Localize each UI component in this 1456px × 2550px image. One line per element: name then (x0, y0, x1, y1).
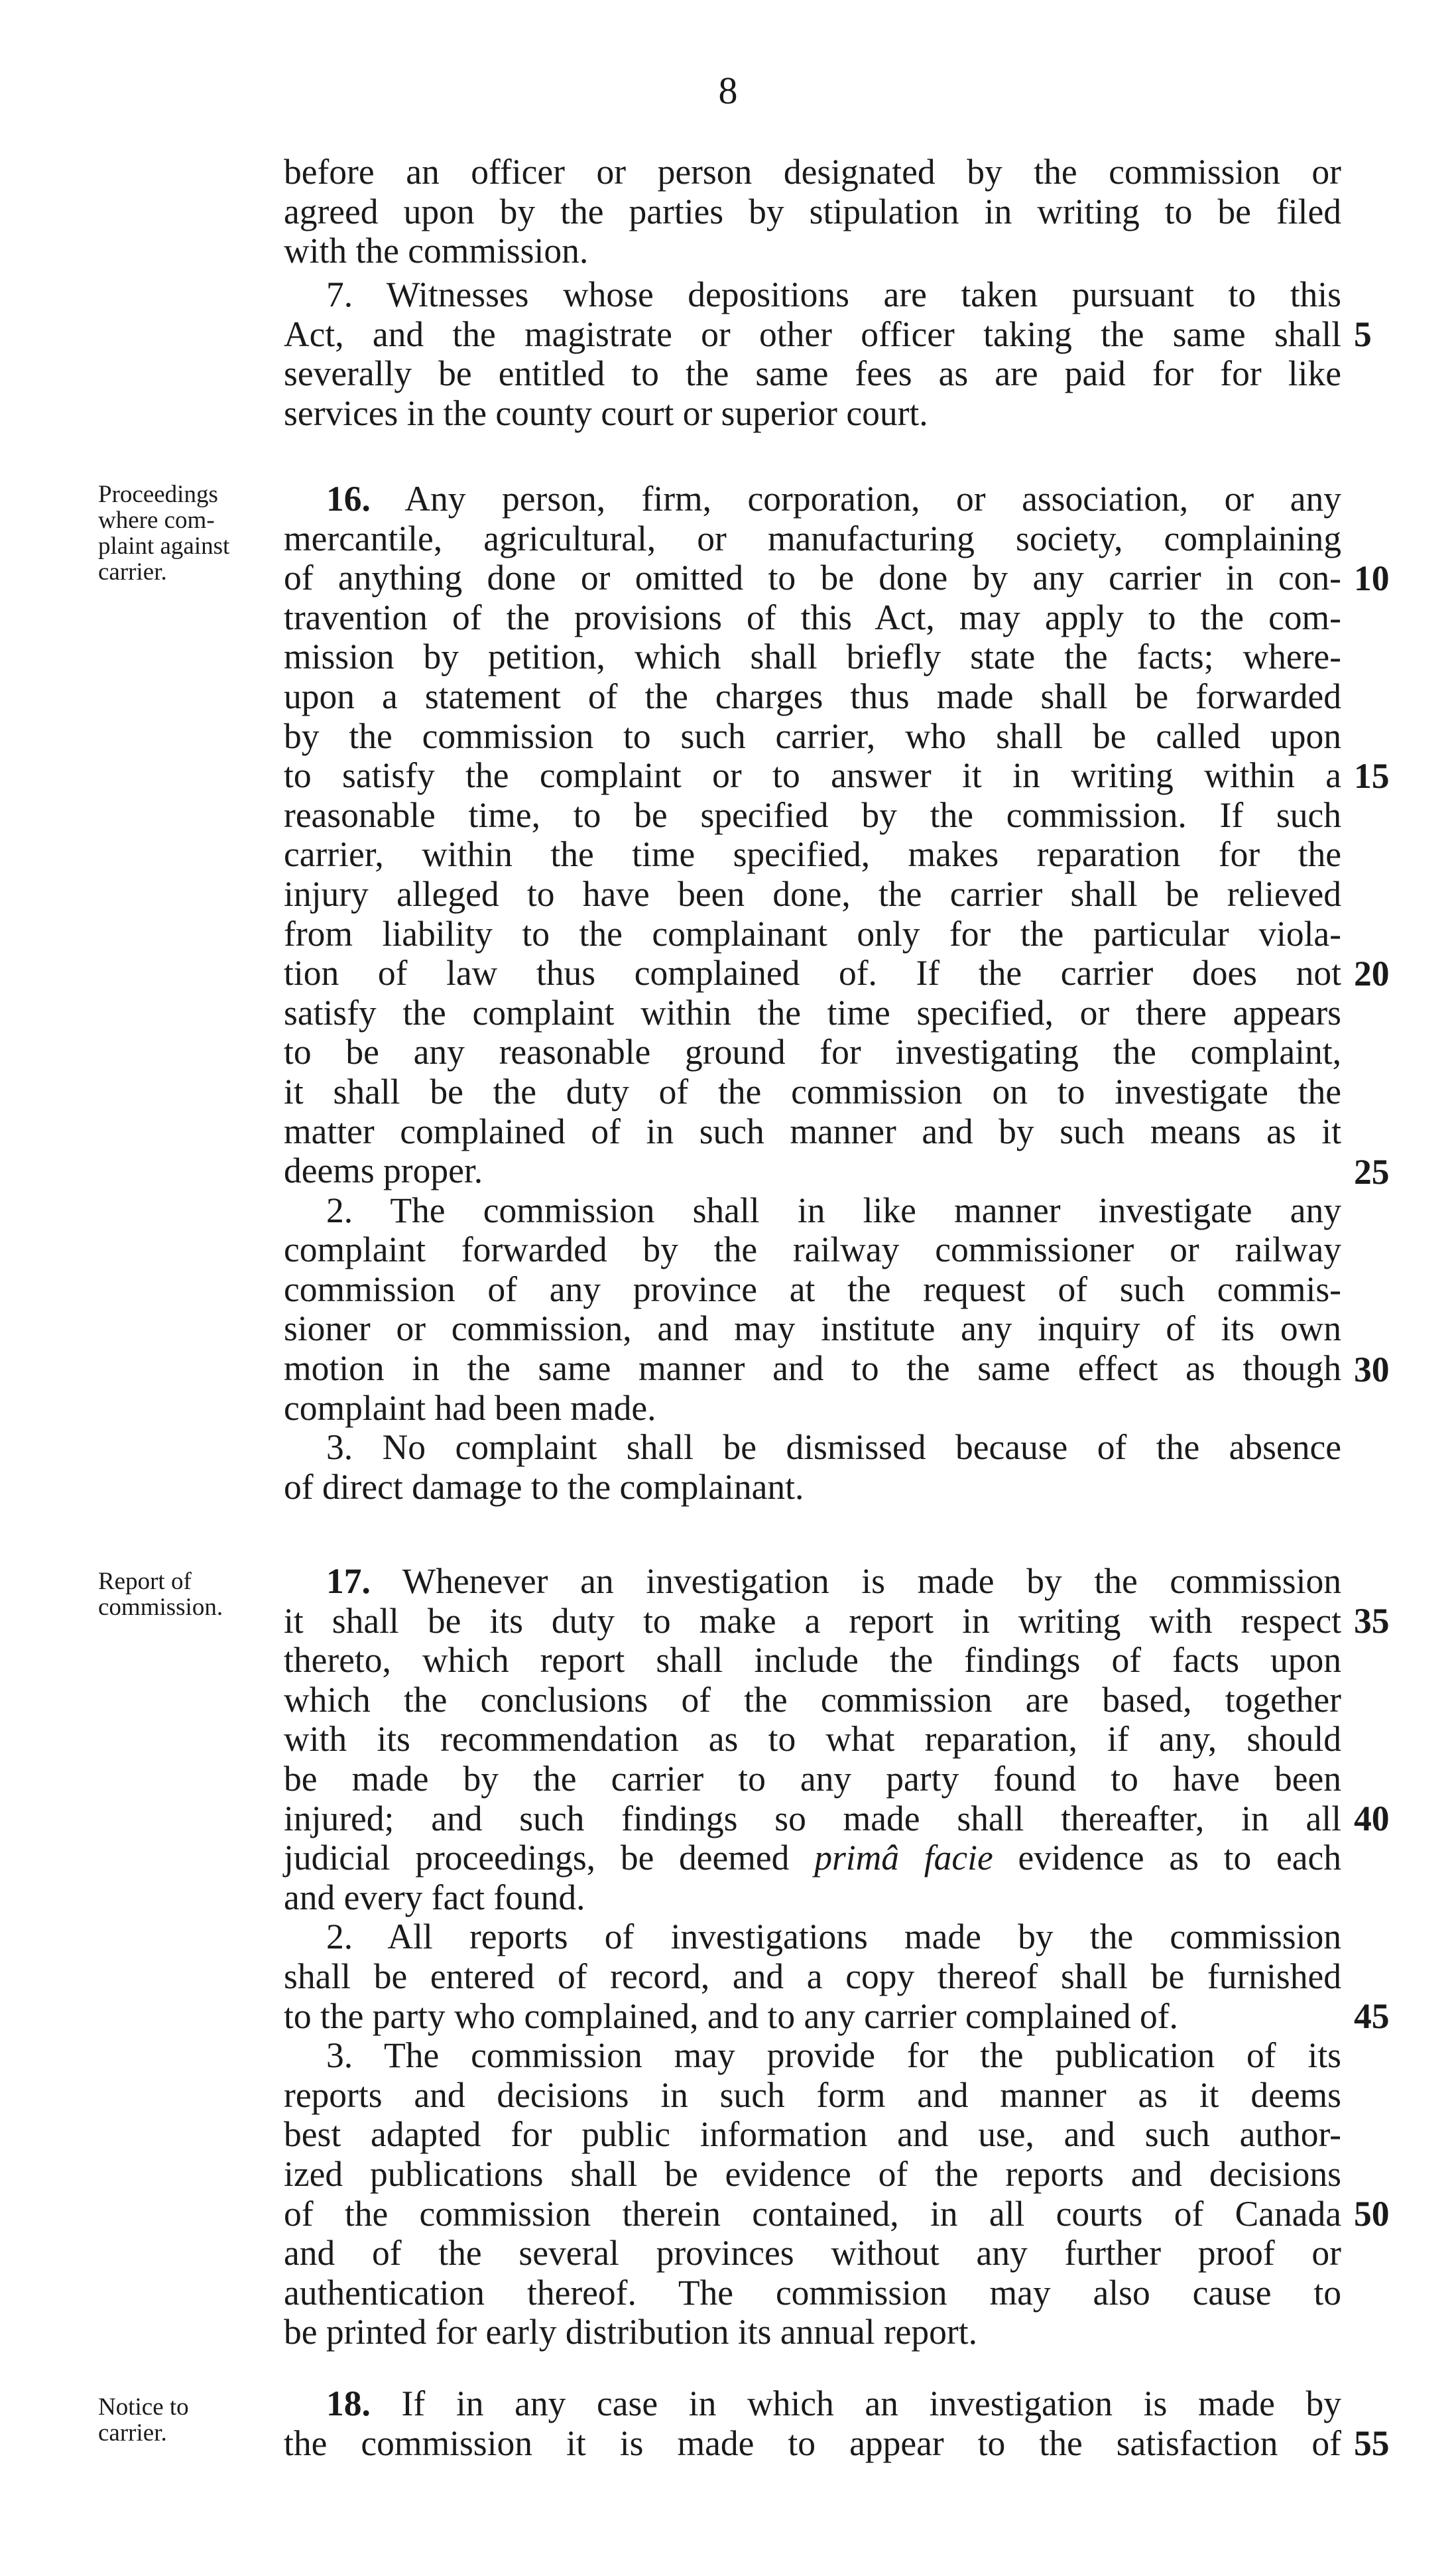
text-line: from liability to the complainant only for the particular viola- (284, 913, 1341, 954)
text-line: it shall be its duty to make a report in writing with respect (284, 1600, 1341, 1641)
margin-line-number: 35 (1354, 1601, 1390, 1641)
continuation-paragraph (284, 153, 1341, 271)
text-line: matter complained of in such manner and by such means as it (284, 1111, 1341, 1151)
text-line: 18. If in any case in which an investigation is made by (326, 2384, 1342, 2423)
text-line: ized publications shall be evidence of the reports and decisions (284, 2153, 1341, 2194)
margin-line-number: 10 (1354, 558, 1390, 598)
margin-line-number: 40 (1354, 1799, 1390, 1838)
text-line: mission by petition, which shall briefly state the facts; where- (284, 637, 1341, 677)
text-line: tion of law thus complained of. If the carrier does not (284, 953, 1341, 993)
text-line: thereto, which report shall include the findings of facts upon (284, 1640, 1341, 1681)
text-line: best adapted for public information and use, and such author- (284, 2114, 1341, 2155)
margin-line-number: 15 (1354, 756, 1390, 796)
margin-line-number: 30 (1354, 1350, 1390, 1389)
text-line: which the conclusions of the commission are based, together (284, 1679, 1341, 1720)
text-line: to be any reasonable ground for investigating the complaint, (284, 1032, 1341, 1072)
text-line: satisfy the complaint within the time specified, or there appears (284, 992, 1341, 1033)
side-note-notice: Notice to carrier. (98, 2393, 189, 2447)
text-line: with its recommendation as to what reparation, if any, should (284, 1719, 1341, 1759)
text-line: and of the several provinces without any further proof or (284, 2233, 1341, 2273)
section-17 (284, 1562, 1341, 2352)
text-line: it shall be the duty of the commission on to investigate the (284, 1071, 1341, 1112)
text-line: complaint forwarded by the railway commissioner or railway (284, 1230, 1341, 1270)
section-number: 17. (326, 1561, 371, 1601)
text-line: to the party who complained, and to any carrier complained of. (284, 1996, 1178, 2036)
text-line: services in the county court or superior court. (284, 393, 928, 433)
text-line: be made by the carrier to any party found to have been (284, 1758, 1341, 1799)
page-number: 8 (718, 69, 738, 112)
subsection-7 (284, 275, 1341, 433)
margin-line-number: 5 (1354, 314, 1372, 354)
text-line: complaint had been made. (284, 1387, 656, 1428)
text-line: shall be entered of record, and a copy thereof shall be furnished (284, 1956, 1341, 1996)
text-line: before an officer or person designated by the commission or (284, 152, 1341, 192)
text-line: travention of the provisions of this Act, may apply to the com- (284, 597, 1341, 637)
text-line: of anything done or omitted to be done by any carrier in con- (284, 558, 1341, 598)
text-line: to satisfy the complaint or to answer it in writing within a (284, 755, 1341, 796)
text-line: injured; and such findings so made shall thereafter, in all (284, 1798, 1341, 1838)
margin-line-number: 25 (1354, 1152, 1390, 1192)
text-line: authentication thereof. The commission may also cause to (284, 2272, 1341, 2313)
text-line: commission of any province at the request of such commis- (284, 1269, 1341, 1309)
text-line: 3. No complaint shall be dismissed because of the absence (326, 1427, 1341, 1468)
margin-line-number: 55 (1354, 2423, 1390, 2463)
text-line: 2. All reports of investigations made by the commission (326, 1917, 1341, 1957)
section-number: 16. (326, 479, 371, 519)
section-number: 18. (326, 2384, 371, 2423)
text-line: with the commission. (284, 231, 589, 271)
section-16 (284, 479, 1341, 1507)
text-line: 7. Witnesses whose depositions are taken pursuant to this (326, 275, 1341, 314)
text-line: agreed upon by the parties by stipulation in writing to be filed (284, 191, 1341, 231)
text-line: carrier, within the time specified, makes reparation for the (284, 834, 1341, 875)
text-line: mercantile, agricultural, or manufacturing society, complaining (284, 518, 1341, 558)
text-line: be printed for early distribution its annual report. (284, 2312, 977, 2352)
text-line: of the commission therein contained, in all courts of Canada (284, 2193, 1341, 2234)
text-line: Act, and the magistrate or other officer taking the same shall (284, 314, 1341, 354)
text-line: 2. The commission shall in like manner investigate any (326, 1190, 1341, 1230)
text-line: 17. Whenever an investigation is made by the commission (326, 1561, 1341, 1601)
text-line: deems proper. (284, 1151, 483, 1191)
text-line: motion in the same manner and to the same effect as though (284, 1348, 1341, 1389)
side-note-proceedings: Proceedings where com- plaint against carrier. (98, 481, 230, 586)
text-line: upon a statement of the charges thus made shall be forwarded (284, 676, 1341, 716)
text-line: 3. The commission may provide for the publication of its (326, 2035, 1341, 2076)
margin-line-number: 20 (1354, 954, 1390, 993)
text-line: by the commission to such carrier, who shall be called upon (284, 716, 1341, 756)
margin-line-number: 45 (1354, 1996, 1390, 2036)
text-line: injury alleged to have been done, the carrier shall be relieved (284, 873, 1341, 914)
text-line: of direct damage to the complainant. (284, 1466, 804, 1507)
text-line: judicial proceedings, be deemed primâ facie evidence as to each (284, 1838, 1342, 1878)
side-note-report: Report of commission. (98, 1568, 223, 1621)
text-line: severally be entitled to the same fees as are paid for for like (284, 353, 1341, 394)
text-line: 16. Any person, firm, corporation, or association, or any (326, 479, 1341, 519)
text-line: reasonable time, to be specified by the commission. If such (284, 795, 1341, 835)
italic-phrase: primâ facie (814, 1838, 993, 1878)
text-line: reports and decisions in such form and manner as it deems (284, 2074, 1341, 2115)
text-line: the commission it is made to appear to the satisfaction of (284, 2423, 1341, 2463)
section-18 (284, 2384, 1341, 2463)
text-line: sioner or commission, and may institute any inquiry of its own (284, 1308, 1341, 1349)
margin-line-number: 50 (1354, 2194, 1390, 2234)
text-line: and every fact found. (284, 1877, 585, 1917)
